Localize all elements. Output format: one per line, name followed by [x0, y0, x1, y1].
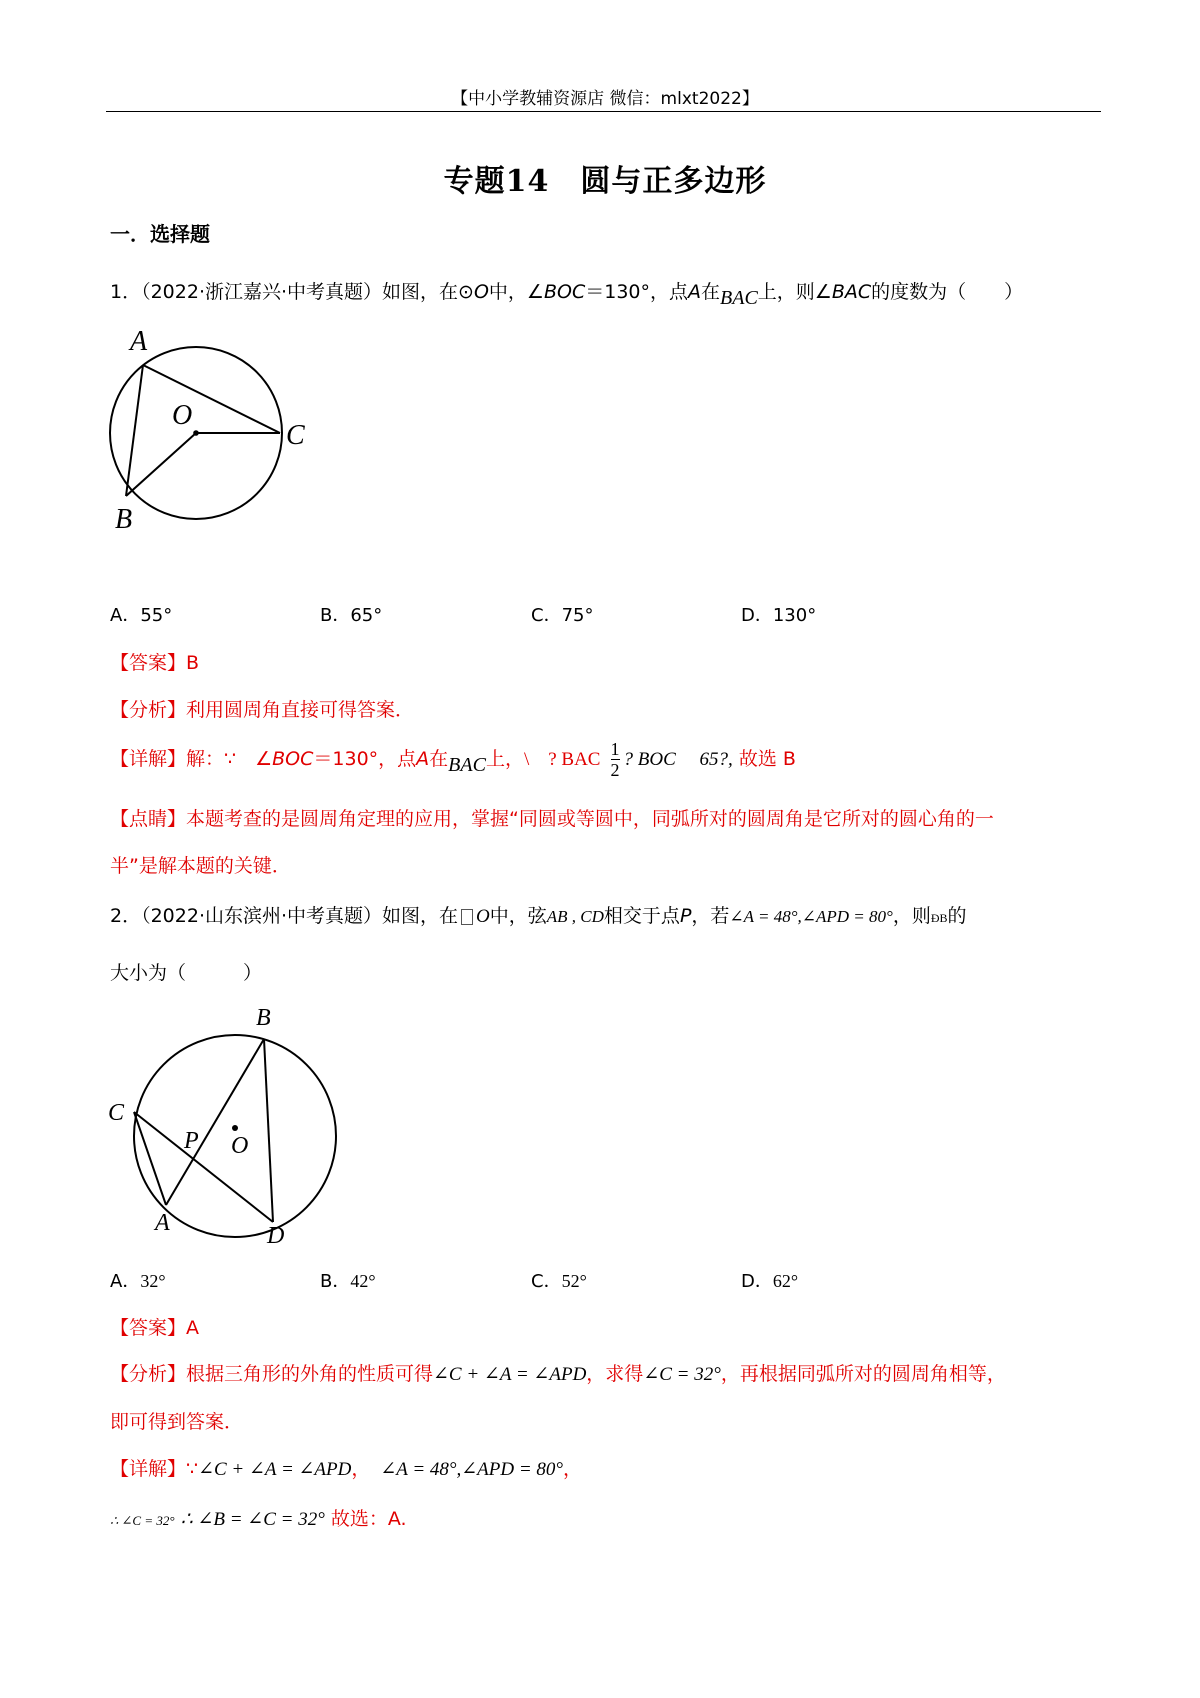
q2-figure — [100, 1000, 360, 1250]
q1-stem: 1．（2022·浙江嘉兴·中考真题）如图，在⊙O中，∠BOC＝130°，点A在BAC上，则∠BAC的度数为（ ） — [110, 281, 1024, 309]
q2-label-b: B — [256, 1005, 271, 1031]
q2-label-a: A — [155, 1210, 170, 1236]
q2-detail: 【详解】∵∠C + ∠A = ∠APD， ∠A = 48°,∠APD = 80°， — [110, 1458, 583, 1480]
q1-option-b: B．65° — [320, 605, 383, 626]
q1-option-d: D．130° — [741, 605, 817, 626]
q1-center-dot — [193, 430, 199, 436]
header-rule — [106, 111, 1101, 112]
q1-analysis: 【分析】利用圆周角直接可得答案． — [110, 699, 415, 721]
q2-circle-symbol — [461, 909, 473, 925]
q2-analysis-line2: 即可得到答案． — [110, 1411, 244, 1433]
q2-chord-bd — [264, 1039, 273, 1222]
q1-option-c: C．75° — [531, 605, 594, 626]
q1-label-o: O — [172, 400, 193, 431]
q2-option-a: A．32° — [110, 1271, 166, 1292]
q2-label-c: C — [108, 1100, 125, 1126]
q2-final: ∴ ∠C = 32° ∴ ∠B = ∠C = 32° 故选：A. — [110, 1508, 407, 1530]
page-header: 【中小学教辅资源店 微信：mlxt2022】 — [451, 89, 759, 109]
q1-answer: 【答案】B — [110, 652, 200, 674]
q1-option-a: A．55° — [110, 605, 173, 626]
q2-stem-line2: 大小为（ ） — [110, 962, 263, 984]
q1-chord-ab — [126, 365, 143, 496]
q2-label-d: D — [267, 1223, 285, 1249]
q2-chord-cd — [134, 1112, 273, 1222]
q2-option-d: D．62° — [741, 1271, 799, 1292]
q1-detail: 【详解】解：∵ ∠BOC＝130°，点A在BAC上，\ ? BAC $\frac{1}{2}$ ? BOC 65?, 故选 B — [110, 739, 796, 780]
q2-label-o: O — [231, 1133, 249, 1159]
q1-label-c: C — [286, 420, 305, 451]
q2-chord-ab — [166, 1039, 264, 1205]
q1-label-b: B — [115, 504, 133, 535]
q1-label-a: A — [130, 326, 148, 357]
q2-option-b: B．42° — [320, 1271, 376, 1292]
q1-figure — [100, 320, 330, 540]
q2-answer: 【答案】A — [110, 1317, 199, 1339]
q2-label-p: P — [184, 1128, 199, 1154]
section-heading: 一．选择题 — [110, 222, 210, 246]
q1-comment-line2: 半”是解本题的关键． — [110, 855, 291, 877]
q1-radius-ob — [126, 433, 196, 496]
q2-stem: 2．（2022·山东滨州·中考真题）如图，在 O中，弦AB , CD相交于点P，若∠A = 48°,∠APD = 80°，则ÐB的 — [110, 905, 967, 927]
q2-center-dot — [232, 1125, 238, 1131]
q2-analysis: 【分析】根据三角形的外角的性质可得∠C + ∠A = ∠APD，求得∠C = 32°，再根据同弧所对的圆周角相等， — [110, 1363, 1006, 1385]
q2-option-c: C．52° — [531, 1271, 587, 1292]
page-title: 专题14 圆与正多边形 — [443, 164, 767, 199]
q1-comment-line1: 【点睛】本题考查的是圆周角定理的应用，掌握“同圆或等圆中，同弧所对的圆周角是它所对的圆心角的一 — [110, 808, 994, 830]
